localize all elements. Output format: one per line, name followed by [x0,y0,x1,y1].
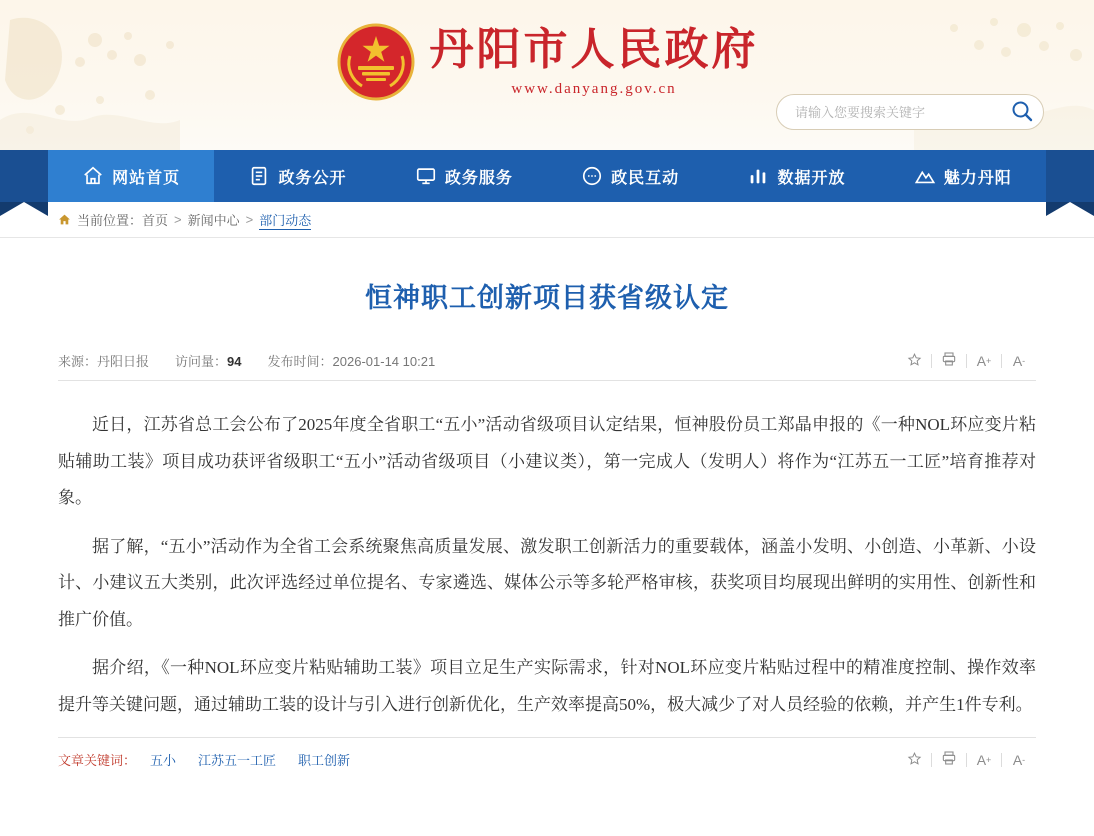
print-button-bottom[interactable] [932,747,966,773]
minus-sign: - [1022,355,1026,366]
keyword-tag[interactable]: 江苏五一工匠 [198,753,277,769]
font-decrease-button-bottom[interactable] [1002,747,1036,773]
article-views-value: 94 [227,354,242,369]
site-url: www.danyang.gov.cn [511,80,677,97]
nav-item-government-services[interactable] [381,150,547,202]
breadcrumb-separator: > [174,212,182,227]
print-icon [941,750,957,769]
minus-sign: - [1022,754,1026,765]
nav-item-home[interactable] [48,150,214,202]
favorite-button[interactable] [897,348,931,374]
home-icon [82,165,104,187]
nav-item-label: 魅力丹阳 [943,169,1012,187]
keyword-tag[interactable]: 五小 [150,753,177,769]
nav-item-public-interaction[interactable] [547,150,713,202]
star-icon [907,751,922,769]
font-increase-button-bottom[interactable] [967,747,1001,773]
nav-ribbon-right [1046,150,1094,202]
nav-item-label: 政务公开 [278,169,347,187]
breadcrumb-label: 当前位置： [77,213,143,228]
article-paragraph: 近日，江苏省总工会公布了2025年度全省职工“五小”活动省级项目认定结果，恒神股份员工郑晶申报的《一种NOL环应变片粘贴辅助工装》项目成功获评省级职工“五小”活动省级项目（小建议类），第一完成人（发明人）将作为“江苏五一工匠”培育推荐对象。 [58,415,1036,508]
article-source [58,351,149,370]
monitor-icon [415,165,437,187]
print-button[interactable] [932,348,966,374]
breadcrumb-item-news-center[interactable]: 新闻中心 [187,213,240,228]
breadcrumb-item-home[interactable]: 首页 [142,213,169,228]
article-body [58,407,1036,723]
nav-item-open-data[interactable] [713,150,879,202]
article-source-value: 丹阳日报 [97,354,150,369]
search-icon [1010,99,1034,126]
search-button[interactable] [1007,97,1037,127]
nav-item-charming-danyang[interactable] [880,150,1046,202]
main-navigation [0,150,1094,202]
font-increase-icon: A [976,352,987,369]
nav-ribbon-left [0,150,48,202]
keyword-tag[interactable]: 职工创新 [298,753,351,769]
plus-sign: + [986,355,992,366]
article-toolbar [897,348,1036,374]
article-meta [58,341,1036,381]
site-branding [0,22,1094,102]
breadcrumb-item-department-news[interactable]: 部门动态 [259,210,311,230]
nav-item-label: 政民互动 [611,169,680,187]
font-decrease-icon: A [1012,751,1023,768]
article-publish-value: 2026-01-14 10:21 [332,354,436,369]
article-publish-label: 发布时间： [267,354,333,369]
plus-sign: + [986,754,992,765]
article-paragraph: 据了解，“五小”活动作为全省工会系统聚焦高质量发展、激发职工创新活力的重要载体，涵盖小发明、小创造、小革新、小设计、小建议五大类别，此次评选经过单位提名、专家遴选、媒体公示等多轮严格审核，获奖项目均展现出鲜明的实用性、创新性和推广价值。 [58,536,1036,629]
font-decrease-icon: A [1012,352,1023,369]
nav-item-label: 网站首页 [112,169,181,187]
bar-chart-icon [747,165,769,187]
keywords-label: 文章关键词： [58,753,137,769]
article-views [175,351,241,370]
national-emblem-icon [336,22,416,102]
page-title: 恒神职工创新项目获省级认定 [365,283,729,313]
nav-item-label: 政务服务 [444,169,513,187]
chat-icon [581,165,603,187]
site-header [0,0,1094,150]
print-icon [941,351,957,370]
font-decrease-button[interactable] [1002,348,1036,374]
star-icon [907,352,922,370]
breadcrumb [0,202,1094,238]
mountain-icon [914,165,936,187]
article-views-label: 访问量： [175,354,228,369]
site-title: 丹阳市人民政府 [429,25,759,75]
nav-item-government-disclosure[interactable] [214,150,380,202]
article-source-label: 来源： [58,354,98,369]
article-keywords [58,737,1036,781]
search-box[interactable] [776,94,1044,130]
favorite-button-bottom[interactable] [897,747,931,773]
document-icon [248,165,270,187]
nav-item-label: 数据开放 [777,169,846,187]
breadcrumb-separator: > [245,212,254,227]
article-publish-time [268,351,436,370]
font-increase-icon: A [976,751,987,768]
home-small-icon [58,213,71,226]
search-input[interactable] [793,96,1007,128]
article-toolbar-bottom [897,747,1036,773]
font-increase-button[interactable] [967,348,1001,374]
article-container [0,276,1094,781]
article-paragraph: 据介绍，《一种NOL环应变片粘贴辅助工装》项目立足生产实际需求，针对NOL环应变片粘贴过程中的精准度控制、操作效率提升等关键问题，通过辅助工装的设计与引入进行创新优化，生产效率提高50%，极大减少了对人员经验的依赖，并产生1件专利。 [58,658,1036,714]
